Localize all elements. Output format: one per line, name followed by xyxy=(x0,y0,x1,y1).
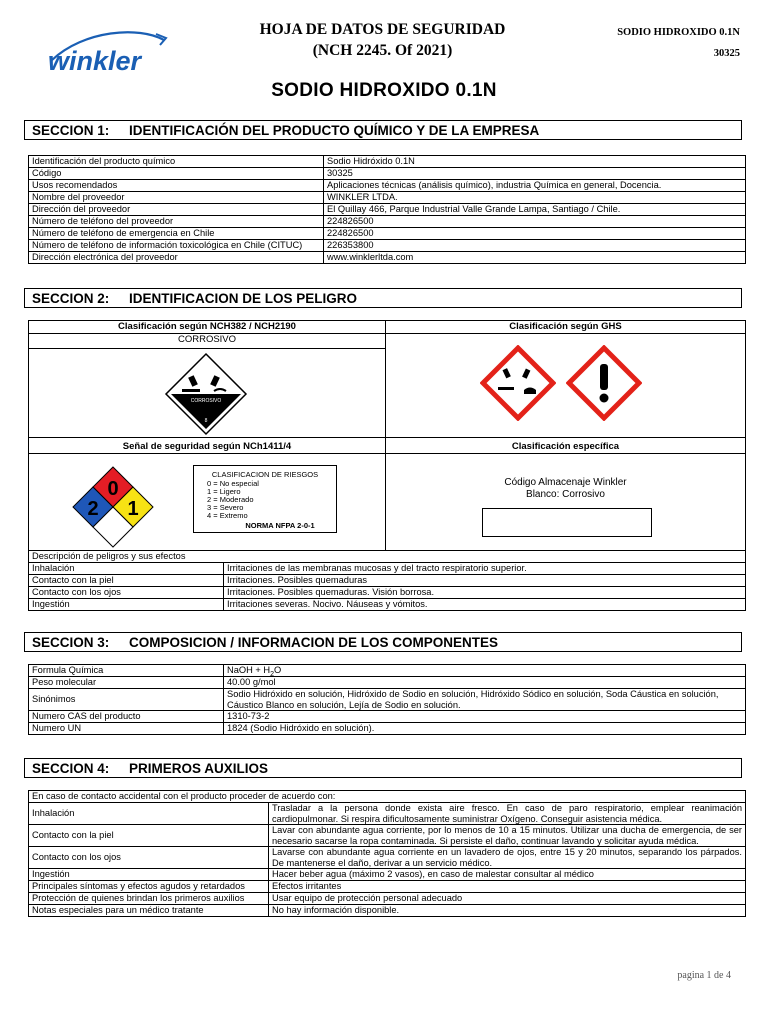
svg-text:8: 8 xyxy=(204,418,208,424)
specific-classification-header: Clasificación específica xyxy=(385,437,746,454)
row-value: WINKLER LTDA. xyxy=(324,192,746,204)
header-product-code: 30325 xyxy=(713,48,740,59)
section-title: COMPOSICION / INFORMACION DE LOS COMPONENTES xyxy=(129,635,499,650)
section-number: SECCION 1: xyxy=(32,123,110,138)
row-label: Ingestión xyxy=(29,869,269,881)
row-value: Usar equipo de protección personal adecuado xyxy=(269,893,746,905)
hazard-classification-grid xyxy=(28,320,746,620)
table-row xyxy=(29,869,746,881)
effects-header: Descripción de peligros y sus efectos xyxy=(29,551,746,563)
table-row xyxy=(29,723,746,735)
document-title xyxy=(210,19,555,61)
table-row xyxy=(29,228,746,240)
row-label: Peso molecular xyxy=(29,677,224,689)
signal-header: Señal de seguridad según NCh1411/4 xyxy=(28,437,386,454)
row-label: Contacto con la piel xyxy=(29,575,224,587)
table-row xyxy=(29,881,746,893)
ghs-classification-header: Clasificación según GHS xyxy=(385,320,746,334)
row-label: Identificación del producto químico xyxy=(29,156,324,168)
table-row xyxy=(29,905,746,917)
row-label: Principales síntomas y efectos agudos y retardados xyxy=(29,881,269,893)
svg-text:1: 1 xyxy=(127,498,139,520)
risk-legend-row: 1 = Ligero xyxy=(207,487,241,496)
section-title: IDENTIFICACION DE LOS PELIGRO xyxy=(129,291,358,306)
table-row xyxy=(29,216,746,228)
row-label: Dirección electrónica del proveedor xyxy=(29,252,324,264)
page-number: pagina 1 de 4 xyxy=(677,970,731,981)
nch-classification-value: CORROSIVO xyxy=(28,333,386,349)
svg-text:0: 0 xyxy=(107,478,119,500)
nch-classification-header: Clasificación según NCH382 / NCH2190 xyxy=(28,320,386,334)
section-title: PRIMEROS AUXILIOS xyxy=(129,761,269,776)
row-value: 1310-73-2 xyxy=(224,711,746,723)
ghs-exclamation-icon xyxy=(566,345,642,421)
svg-text:winkler: winkler xyxy=(48,46,142,76)
table-row xyxy=(29,575,746,587)
section-number: SECCION 4: xyxy=(32,761,110,776)
row-label: Inhalación xyxy=(29,563,224,575)
section-number: SECCION 3: xyxy=(32,635,110,650)
table-row xyxy=(29,252,746,264)
row-value: Irritaciones severas. Nocivo. Náuseas y vómitos. xyxy=(224,599,746,611)
row-label: Ingestión xyxy=(29,599,224,611)
table-row xyxy=(29,803,746,825)
table-row xyxy=(29,689,746,711)
row-value: Lavarse con abundante agua corriente en un lavadero de ojos, entre 15 y 20 minutos, separando los párpados. De mantenerse el daño, derivar a un servicio médico. xyxy=(269,847,746,869)
table-row xyxy=(29,677,746,689)
risk-legend-row: 0 = No especial xyxy=(207,479,259,488)
table-row xyxy=(29,551,746,563)
row-label: Numero CAS del producto xyxy=(29,711,224,723)
risk-legend-title: CLASIFICACION DE RIESGOS xyxy=(211,470,319,479)
table-row xyxy=(29,204,746,216)
row-label: Sinónimos xyxy=(29,689,224,711)
table-row xyxy=(29,587,746,599)
svg-text:CORROSIVO: CORROSIVO xyxy=(190,398,222,404)
winkler-logo xyxy=(44,30,169,78)
section-4-table xyxy=(28,790,746,917)
row-value: Irritaciones. Posibles quemaduras. Visión borrosa. xyxy=(224,587,746,599)
header-product-name: SODIO HIDROXIDO 0.1N xyxy=(617,27,740,38)
product-title: SODIO HIDROXIDO 0.1N xyxy=(271,80,497,101)
hazard-effects-table xyxy=(28,550,746,611)
corrosive-diamond-icon xyxy=(164,352,248,436)
row-label: Inhalación xyxy=(29,803,269,825)
row-label: Usos recomendados xyxy=(29,180,324,192)
risk-classification-legend xyxy=(193,465,337,533)
section-1-table xyxy=(28,155,746,264)
row-value: Irritaciones de las membranas mucosas y del tracto respiratorio superior. xyxy=(224,563,746,575)
row-value: Sodio Hidróxido en solución, Hidróxido de Sodio en solución, Hidróxido Sódico en solución, Soda Cáustica en solución, Cáustico Blanco en solución, Lejía de Sodio en solución. xyxy=(224,689,746,711)
document-title-line2: (NCH 2245. Of 2021) xyxy=(312,42,453,59)
risk-legend-row: 4 = Extremo xyxy=(207,511,248,520)
nfpa-norm-label: NORMA NFPA 2-0-1 xyxy=(245,521,315,530)
storage-code-label: Código Almacenaje Winkler xyxy=(504,477,627,488)
table-row xyxy=(29,168,746,180)
row-label: Contacto con los ojos xyxy=(29,847,269,869)
section-3-table xyxy=(28,664,746,735)
row-label: Formula Química xyxy=(29,665,224,677)
header-product-info xyxy=(576,22,740,64)
row-value: 224826500 xyxy=(324,228,746,240)
storage-code-value: Blanco: Corrosivo xyxy=(526,489,605,500)
row-label: Nombre del proveedor xyxy=(29,192,324,204)
table-row xyxy=(29,665,746,677)
row-value: El Quillay 466, Parque Industrial Valle Grande Lampa, Santiago / Chile. xyxy=(324,204,746,216)
section-1-header xyxy=(24,120,742,140)
row-value: Efectos irritantes xyxy=(269,881,746,893)
nfpa-diamond-icon xyxy=(71,465,155,549)
row-value: Aplicaciones técnicas (análisis químico), industria Química en general, Docencia. xyxy=(324,180,746,192)
table-row xyxy=(29,847,746,869)
row-value: Irritaciones. Posibles quemaduras xyxy=(224,575,746,587)
row-label: Contacto con la piel xyxy=(29,825,269,847)
formula-value: NaOH + $H_2O$ xyxy=(224,665,746,677)
row-value: 30325 xyxy=(324,168,746,180)
section-3-header xyxy=(24,632,742,652)
row-label: Numero UN xyxy=(29,723,224,735)
table-row xyxy=(29,711,746,723)
row-label: Número de teléfono del proveedor xyxy=(29,216,324,228)
row-label: Notas especiales para un médico tratante xyxy=(29,905,269,917)
svg-text:2: 2 xyxy=(87,498,99,520)
risk-legend-row: 2 = Moderado xyxy=(207,495,254,504)
row-value: 1824 (Sodio Hidróxido en solución). xyxy=(224,723,746,735)
row-value: Trasladar a la persona donde exista aire fresco. En caso de paro respiratorio, emplear reanimación cardiopulmonar. Si respira dificultosamente suministrar Oxígeno. Conseguir asistencia médica. xyxy=(269,803,746,825)
table-row xyxy=(29,599,746,611)
section-2-header xyxy=(24,288,742,308)
row-label: Número de teléfono de información toxicológica en Chile (CITUC) xyxy=(29,240,324,252)
storage-code-cell xyxy=(385,453,746,551)
row-label: Contacto con los ojos xyxy=(29,587,224,599)
corrosive-pictogram-cell xyxy=(28,348,386,438)
table-row xyxy=(29,156,746,168)
document-title-line1: HOJA DE DATOS DE SEGURIDAD xyxy=(259,21,506,38)
table-row xyxy=(29,825,746,847)
row-value: 40.00 g/mol xyxy=(224,677,746,689)
row-value: 226353800 xyxy=(324,240,746,252)
table-row xyxy=(29,563,746,575)
row-label: Número de teléfono de emergencia en Chile xyxy=(29,228,324,240)
row-value: www.winklerltda.com xyxy=(324,252,746,264)
table-row xyxy=(29,791,746,803)
ghs-pictograms-cell xyxy=(385,333,746,438)
first-aid-intro: En caso de contacto accidental con el producto proceder de acuerdo con: xyxy=(29,791,746,803)
section-4-header xyxy=(24,758,742,778)
row-label: Código xyxy=(29,168,324,180)
table-row xyxy=(29,893,746,905)
row-value: Hacer beber agua (máximo 2 vasos), en caso de malestar consultar al médico xyxy=(269,869,746,881)
table-row xyxy=(29,192,746,204)
section-number: SECCION 2: xyxy=(32,291,110,306)
row-label: Dirección del proveedor xyxy=(29,204,324,216)
row-value: 224826500 xyxy=(324,216,746,228)
row-value: Lavar con abundante agua corriente, por lo menos de 10 a 15 minutos. Utilizar una ducha de emergencia, de ser necesario sacarse la ropa contaminada. Si persiste el daño, continuar lavando y solicitar ayuda médica. xyxy=(269,825,746,847)
row-value: Sodio Hidróxido 0.1N xyxy=(324,156,746,168)
ghs-corrosion-icon xyxy=(480,345,556,421)
risk-legend-row: 3 = Severo xyxy=(207,503,244,512)
section-title: IDENTIFICACIÓN DEL PRODUCTO QUÍMICO Y DE LA EMPRESA xyxy=(129,123,540,138)
table-row xyxy=(29,240,746,252)
storage-color-swatch xyxy=(482,508,652,537)
row-label: Protección de quienes brindan los primeros auxilios xyxy=(29,893,269,905)
row-value: No hay información disponible. xyxy=(269,905,746,917)
table-row xyxy=(29,180,746,192)
